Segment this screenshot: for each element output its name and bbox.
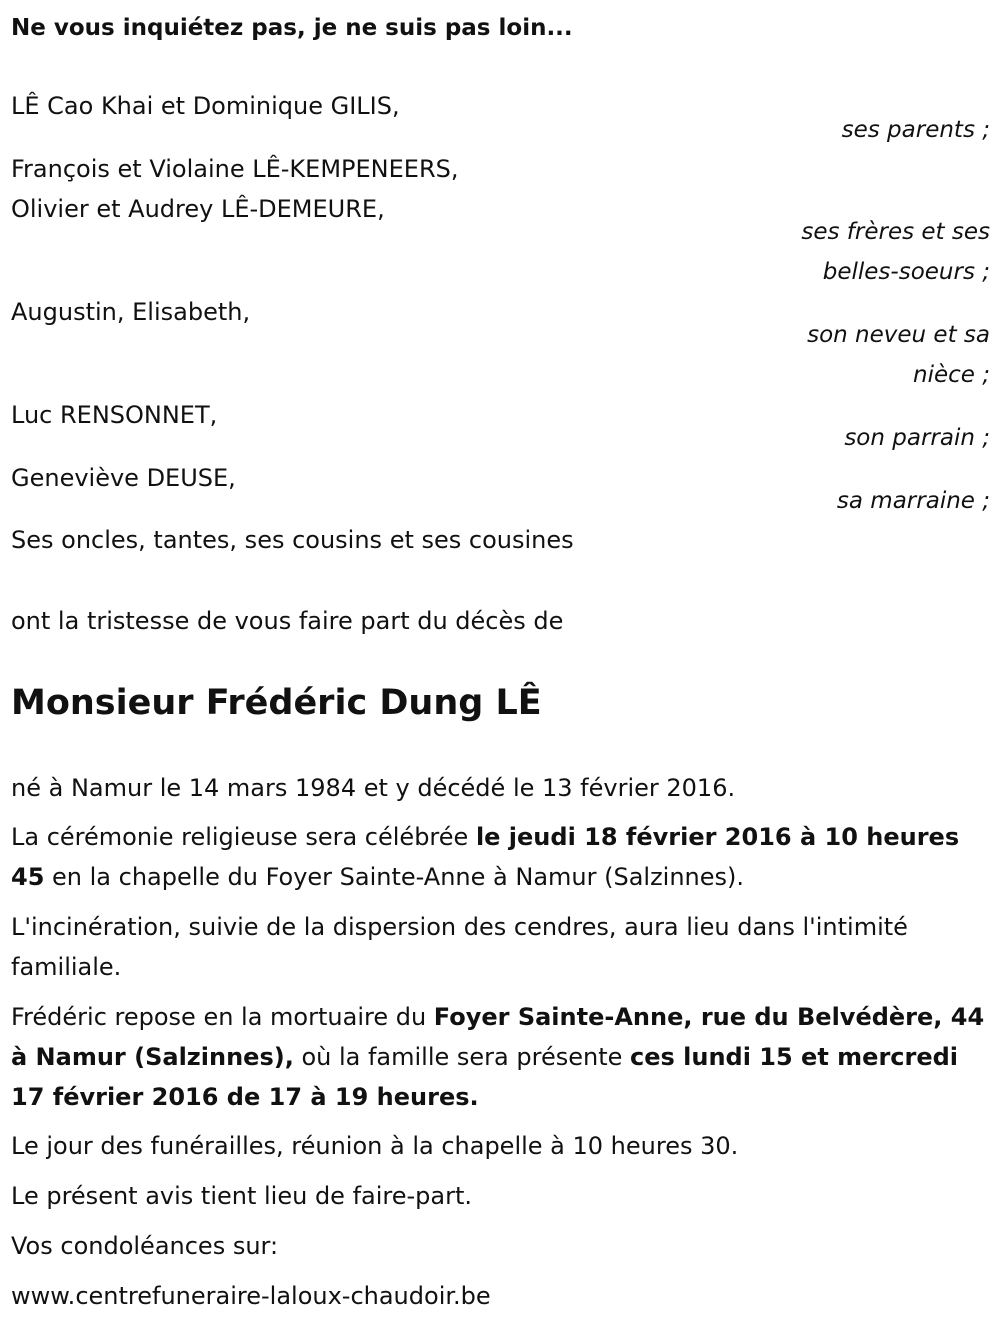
family-names-nephew-niece: Augustin, Elisabeth, (11, 298, 251, 326)
deceased-name: Monsieur Frédéric Dung LÊ (11, 683, 542, 723)
funeral-day-paragraph (11, 1126, 991, 1166)
website-link[interactable]: www.centrefuneraire-laloux-chaudoir.be (11, 1282, 491, 1310)
funeral-day-text: Le jour des funérailles, réunion à la chapelle à 10 heures 30. (11, 1132, 739, 1160)
ceremony-paragraph (11, 817, 991, 897)
birth-death-paragraph (11, 768, 991, 808)
extended-family: Ses oncles, tantes, ses cousins et ses cousines (11, 526, 574, 554)
notice-text: Le présent avis tient lieu de faire-part. (11, 1182, 473, 1210)
visitation-dates: ces lundi 15 et mercredi 17 février 2016 de 17 à 19 heures. (11, 1043, 959, 1111)
condolences-paragraph (11, 1226, 991, 1266)
ceremony-date-time: le jeudi 18 février 2016 à 10 heures 45 (11, 823, 960, 891)
ceremony-text-intro: La cérémonie religieuse sera célébrée (11, 823, 476, 851)
relation-nephew-niece-2: nièce ; (913, 362, 990, 388)
family-names-parents: LÊ Cao Khai et Dominique GILIS, (11, 92, 400, 120)
notice-paragraph (11, 1176, 991, 1216)
relation-parents: ses parents ; (841, 117, 990, 143)
family-names-siblings-1: François et Violaine LÊ-KEMPENEERS, (11, 155, 459, 183)
relation-godmother: sa marraine ; (836, 488, 990, 514)
family-names-godfather: Luc RENSONNET, (11, 401, 218, 429)
website-paragraph (11, 1276, 991, 1316)
relation-nephew-niece-1: son neveu et sa (807, 322, 990, 348)
cremation-text: L'incinération, suivie de la dispersion des cendres, aura lieu dans l'intimité familiale. (11, 913, 908, 981)
cremation-paragraph (11, 907, 991, 987)
ceremony-text-location: en la chapelle du Foyer Sainte-Anne à Namur (Salzinnes). (44, 863, 745, 891)
visitation-address: Foyer Sainte-Anne, rue du Belvédère, 44 à Namur (Salzinnes), (11, 1003, 985, 1071)
relation-siblings-1: ses frères et ses (801, 219, 990, 245)
condolences-label: Vos condoléances sur: (11, 1232, 279, 1260)
birth-death-text: né à Namur le 14 mars 1984 et y décédé le 13 février 2016. (11, 774, 736, 802)
announcement-text: ont la tristesse de vous faire part du décès de (11, 607, 564, 635)
relation-siblings-2: belles-soeurs ; (822, 259, 990, 285)
family-names-siblings-2: Olivier et Audrey LÊ-DEMEURE, (11, 195, 385, 223)
relation-godfather: son parrain ; (844, 425, 990, 451)
family-names-godmother: Geneviève DEUSE, (11, 464, 236, 492)
visitation-text-mid: où la famille sera présente (293, 1043, 630, 1071)
visitation-paragraph (11, 997, 991, 1117)
visitation-text-intro: Frédéric repose en la mortuaire du (11, 1003, 434, 1031)
opening-quote: Ne vous inquiétez pas, je ne suis pas loin... (11, 15, 573, 41)
